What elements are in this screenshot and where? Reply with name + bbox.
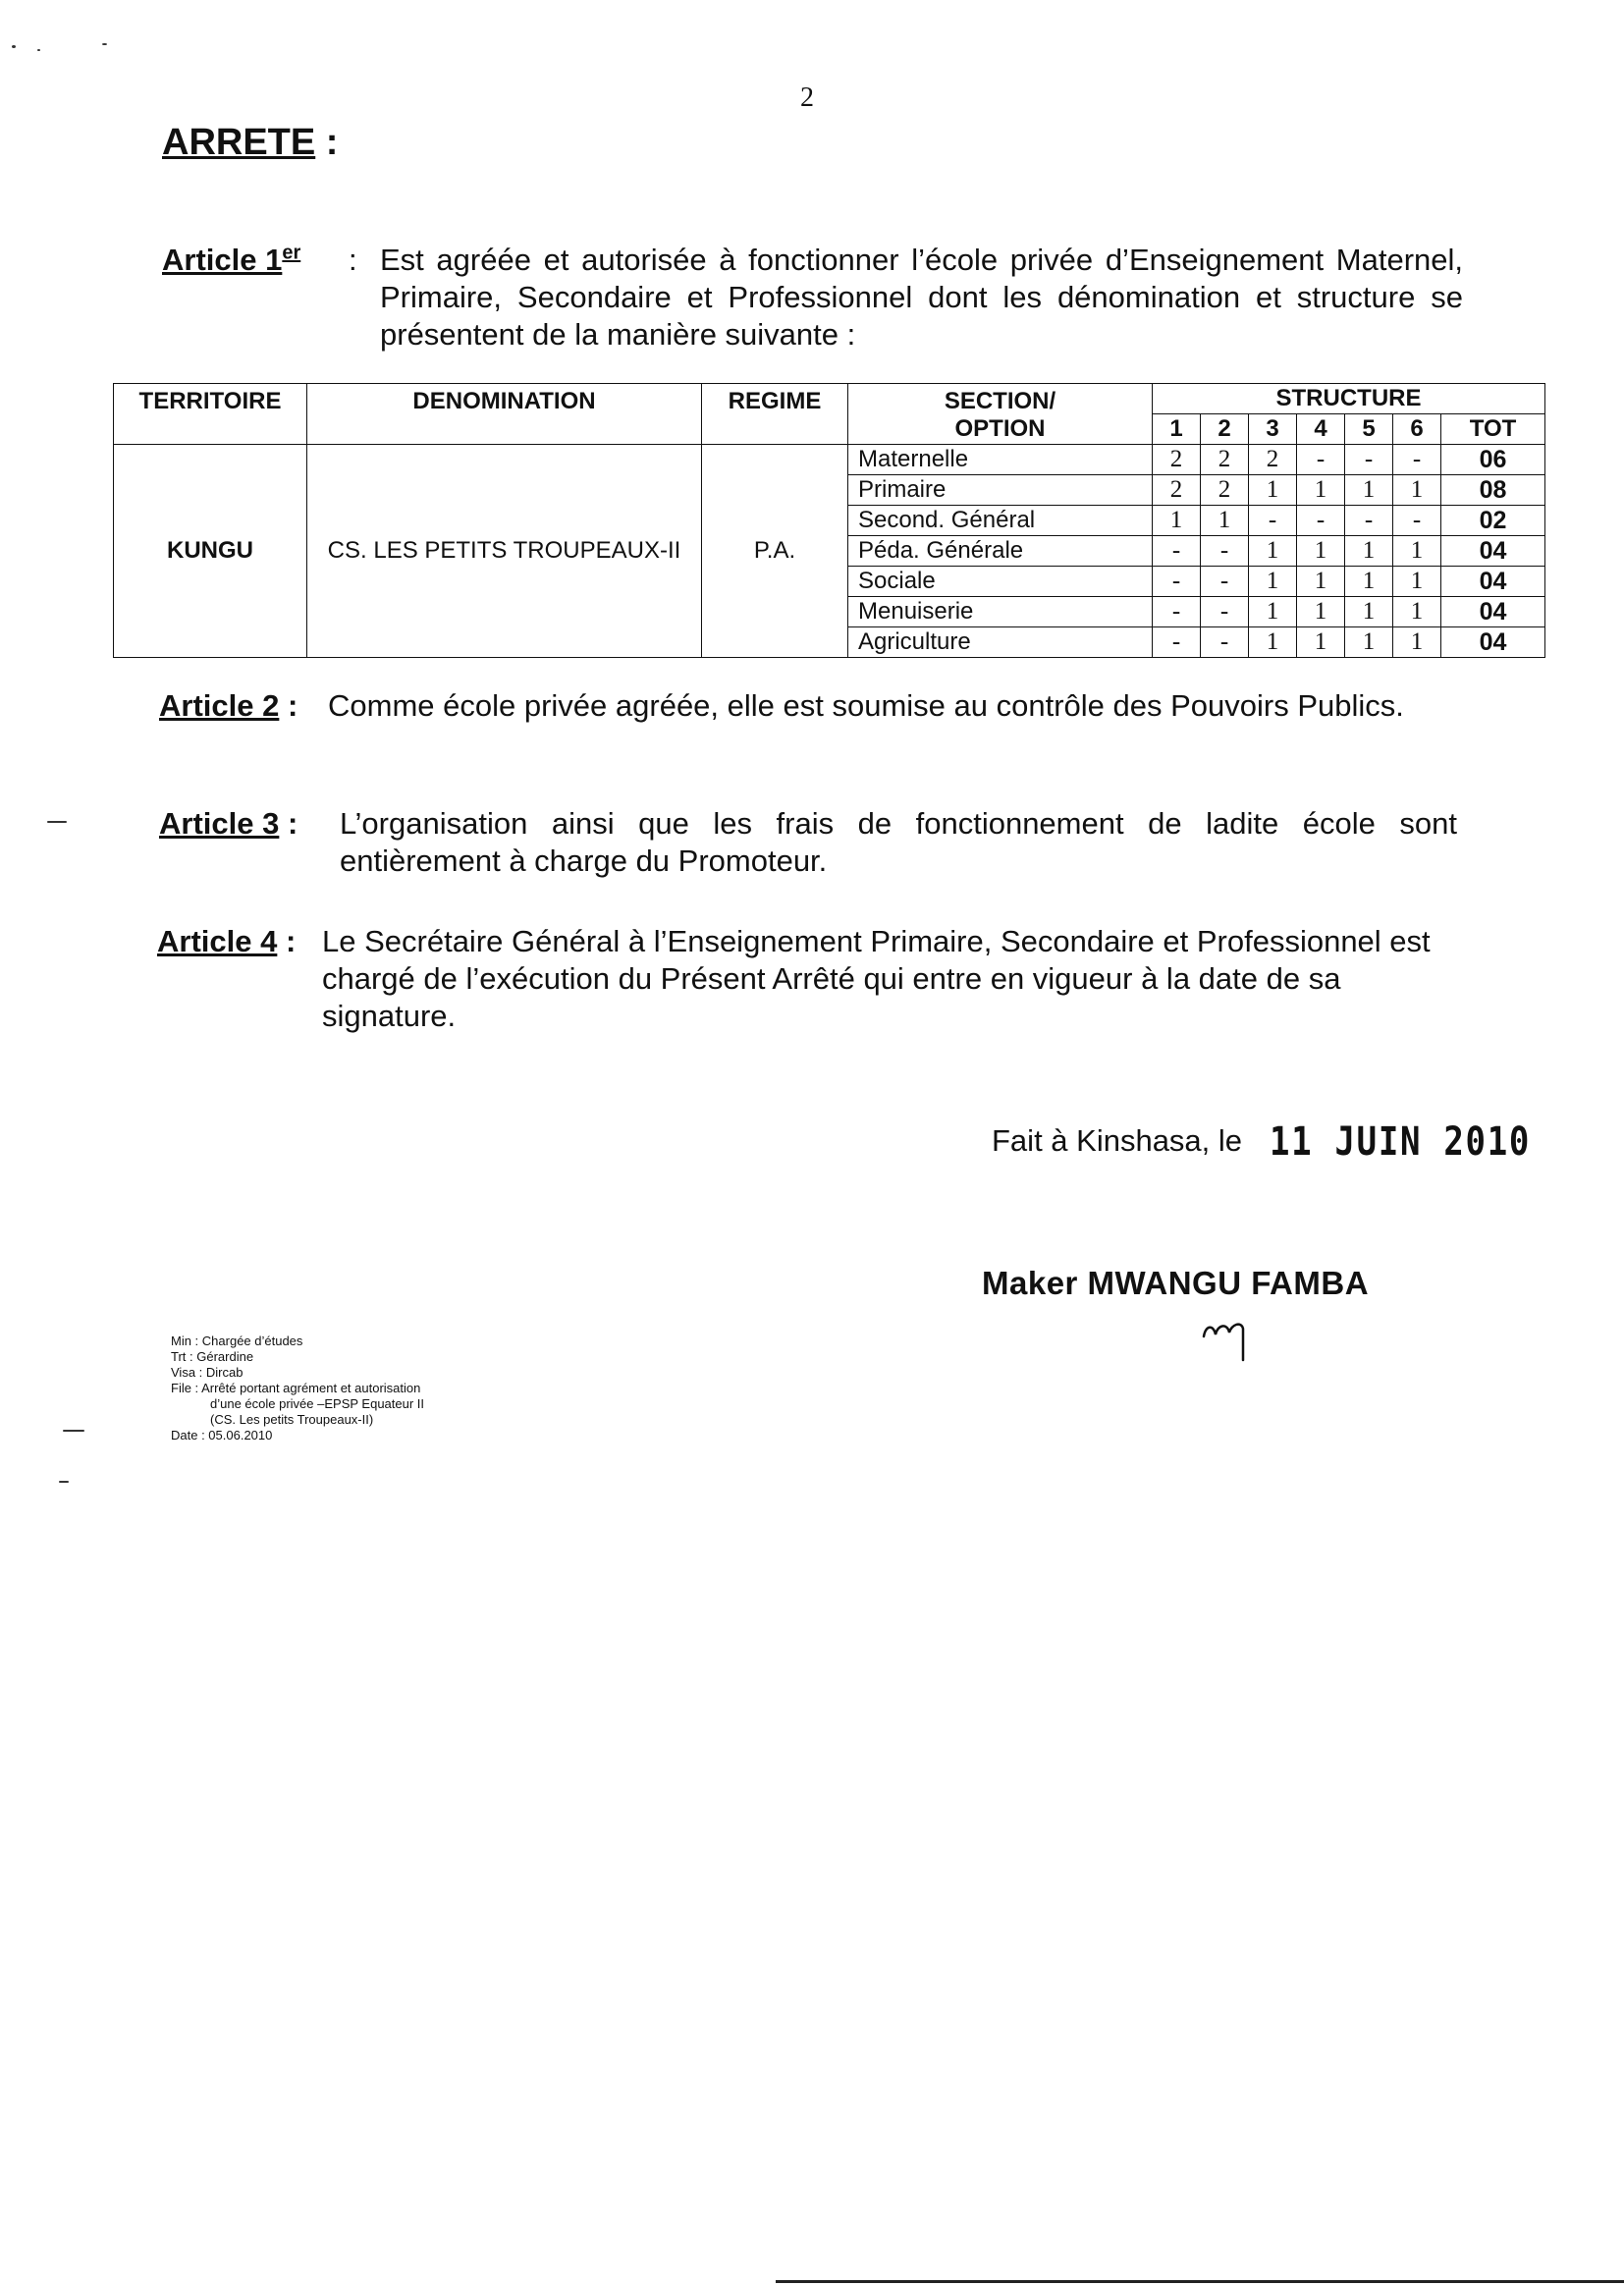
year-value-cell: 1	[1297, 567, 1345, 597]
total-cell: 06	[1441, 445, 1545, 475]
footer-file-line3: (CS. Les petits Troupeaux-II)	[210, 1412, 374, 1427]
scan-speck	[63, 1430, 84, 1432]
footer-min: Min : Chargée d’études	[171, 1334, 303, 1348]
article-4-text: Le Secrétaire Général à l’Enseignement Primaire, Secondaire et Professionnel est chargé de l’exécution du Présent Arrêté qui entre en vigueur à la date de sa signature.	[322, 924, 1431, 1033]
header-year-4: 4	[1297, 414, 1345, 445]
header-year-5: 5	[1345, 414, 1393, 445]
article-1-label-sup: er	[282, 242, 301, 264]
article-3-label: Article 3	[159, 806, 280, 841]
year-value-cell: 1	[1345, 597, 1393, 627]
date-stamp: 11 JUIN 2010	[1270, 1119, 1532, 1165]
year-value-cell: 1	[1201, 506, 1249, 536]
year-value-cell: -	[1153, 627, 1201, 658]
scan-speck	[12, 45, 16, 48]
article-2-label-wrap	[159, 687, 298, 725]
section-cell: Péda. Générale	[848, 536, 1153, 567]
total-cell: 04	[1441, 536, 1545, 567]
header-year-6: 6	[1393, 414, 1441, 445]
footer-notes	[171, 1334, 424, 1443]
year-value-cell: 1	[1297, 475, 1345, 506]
year-value-cell: 1	[1297, 536, 1345, 567]
year-value-cell: -	[1393, 506, 1441, 536]
total-cell: 04	[1441, 627, 1545, 658]
article-1-label: Article 1	[162, 243, 283, 277]
scan-speck	[37, 49, 40, 51]
scan-speck	[102, 43, 107, 45]
article-4-label-wrap	[157, 923, 296, 960]
bottom-scan-edge	[776, 2280, 1624, 2283]
year-value-cell: -	[1153, 536, 1201, 567]
article-4-separator: :	[285, 924, 297, 958]
article-1-label-wrap	[162, 242, 300, 279]
year-value-cell: -	[1153, 567, 1201, 597]
article-1-text: Est agréée et autorisée à fonctionner l’école privée d’Enseignement Maternel, Primaire, Secondaire et Professionnel dont les dénomination et structure se présentent de la manière suivante :	[380, 243, 1463, 352]
article-3-label-wrap	[159, 805, 298, 843]
year-value-cell: -	[1201, 567, 1249, 597]
year-value-cell: 2	[1249, 445, 1297, 475]
arrete-heading-text: ARRETE	[162, 122, 316, 163]
article-3-separator: :	[287, 806, 298, 841]
year-value-cell: -	[1297, 445, 1345, 475]
section-cell: Maternelle	[848, 445, 1153, 475]
place-date-line	[992, 1119, 1577, 1165]
year-value-cell: 1	[1393, 475, 1441, 506]
year-value-cell: -	[1393, 445, 1441, 475]
header-territoire: TERRITOIRE	[114, 384, 307, 445]
year-value-cell: -	[1153, 597, 1201, 627]
total-cell: 02	[1441, 506, 1545, 536]
header-denomination: DENOMINATION	[307, 384, 702, 445]
footer-file-line2: d’une école privée –EPSP Equateur II	[210, 1396, 425, 1411]
year-value-cell: 1	[1249, 536, 1297, 567]
table-header-row-1	[114, 384, 1545, 414]
year-value-cell: 1	[1345, 536, 1393, 567]
year-value-cell: 2	[1153, 475, 1201, 506]
year-value-cell: -	[1297, 506, 1345, 536]
footer-date: Date : 05.06.2010	[171, 1428, 273, 1442]
header-structure: STRUCTURE	[1153, 384, 1545, 414]
year-value-cell: 2	[1153, 445, 1201, 475]
year-value-cell: 1	[1393, 627, 1441, 658]
section-cell: Second. Général	[848, 506, 1153, 536]
footer-trt: Trt : Gérardine	[171, 1349, 254, 1364]
header-section-line2: OPTION	[954, 415, 1046, 442]
total-cell: 08	[1441, 475, 1545, 506]
article-2-text: Comme école privée agréée, elle est soumise au contrôle des Pouvoirs Publics.	[328, 688, 1404, 723]
year-value-cell: 1	[1249, 475, 1297, 506]
year-value-cell: 1	[1393, 597, 1441, 627]
place-text: Fait à Kinshasa, le	[992, 1123, 1243, 1158]
arrete-heading	[162, 122, 338, 164]
regime-cell: P.A.	[702, 445, 848, 658]
section-cell: Primaire	[848, 475, 1153, 506]
total-cell: 04	[1441, 597, 1545, 627]
header-section-line1: SECTION/	[944, 388, 1056, 414]
school-structure-table	[113, 383, 1545, 658]
header-year-2: 2	[1201, 414, 1249, 445]
year-value-cell: 1	[1249, 597, 1297, 627]
territoire-cell: KUNGU	[114, 445, 307, 658]
year-value-cell: 1	[1297, 627, 1345, 658]
arrete-heading-colon: :	[315, 122, 339, 163]
article-2-label: Article 2	[159, 688, 280, 723]
year-value-cell: 1	[1249, 627, 1297, 658]
table-row	[114, 445, 1545, 475]
footer-visa: Visa : Dircab	[171, 1365, 244, 1380]
year-value-cell: 1	[1153, 506, 1201, 536]
footer-file-line1: File : Arrêté portant agrément et autorisation	[171, 1381, 421, 1395]
page-number: 2	[800, 82, 814, 113]
year-value-cell: 1	[1249, 567, 1297, 597]
section-cell: Agriculture	[848, 627, 1153, 658]
header-tot: TOT	[1441, 414, 1545, 445]
header-regime: REGIME	[702, 384, 848, 445]
year-value-cell: -	[1201, 536, 1249, 567]
year-value-cell: 1	[1297, 597, 1345, 627]
signatory-name: Maker MWANGU FAMBA	[982, 1265, 1370, 1301]
year-value-cell: 1	[1345, 627, 1393, 658]
table-body	[114, 445, 1545, 658]
header-section-option	[848, 384, 1153, 445]
article-4-label: Article 4	[157, 924, 278, 958]
signature-mark	[1198, 1311, 1267, 1370]
year-value-cell: 1	[1393, 567, 1441, 597]
year-value-cell: -	[1345, 506, 1393, 536]
article-2-separator: :	[287, 688, 298, 723]
year-value-cell: -	[1201, 597, 1249, 627]
total-cell: 04	[1441, 567, 1545, 597]
year-value-cell: 1	[1345, 475, 1393, 506]
article-1-separator: :	[349, 243, 357, 277]
header-year-3: 3	[1249, 414, 1297, 445]
section-cell: Menuiserie	[848, 597, 1153, 627]
year-value-cell: -	[1201, 627, 1249, 658]
year-value-cell: 2	[1201, 445, 1249, 475]
denomination-cell: CS. LES PETITS TROUPEAUX-II	[307, 445, 702, 658]
year-value-cell: 2	[1201, 475, 1249, 506]
year-value-cell: -	[1249, 506, 1297, 536]
year-value-cell: -	[1345, 445, 1393, 475]
scan-speck	[59, 1481, 69, 1483]
year-value-cell: 1	[1393, 536, 1441, 567]
scan-speck	[47, 821, 67, 823]
section-cell: Sociale	[848, 567, 1153, 597]
article-3-text: L’organisation ainsi que les frais de fonctionnement de ladite école sont entièrement à charge du Promoteur.	[340, 806, 1457, 878]
header-year-1: 1	[1153, 414, 1201, 445]
year-value-cell: 1	[1345, 567, 1393, 597]
